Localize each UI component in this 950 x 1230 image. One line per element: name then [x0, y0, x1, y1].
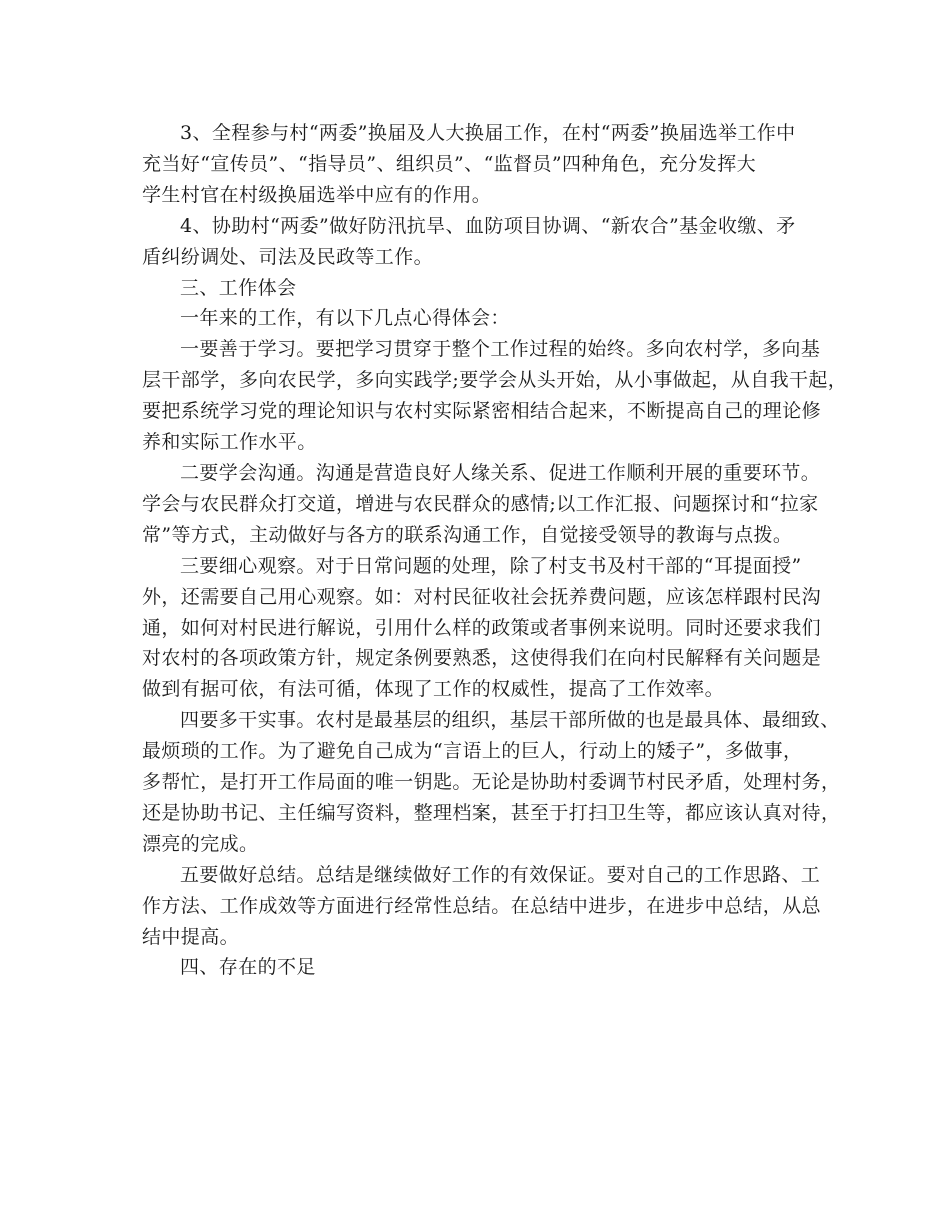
text-line: 做到有据可依，有法可循，体现了工作的权威性，提高了工作效率。: [142, 678, 725, 701]
text-line: 多帮忙，是打开工作局面的唯一钥匙。无论是协助村委调节村民矛盾，处理村务，: [142, 771, 841, 794]
section-heading-shortcomings: [142, 952, 814, 983]
text-line: 一年来的工作，有以下几点心得体会：: [180, 307, 510, 330]
section-heading: 四、存在的不足: [180, 956, 316, 979]
text-line: 4、协助村“两委”做好防汛抗旱、血防项目协调、“新农合”基金收缴、矛: [180, 214, 796, 237]
text-line: 学会与农民群众打交道，增进与农民群众的感情;以工作汇报、问题探讨和“拉家: [142, 492, 819, 515]
paragraph-point-3: [142, 551, 822, 706]
text-line: 还是协助书记、主任编写资料，整理档案，甚至于打扫卫生等，都应该认真对待，: [142, 801, 841, 824]
text-line: 一要善于学习。要把学习贯穿于整个工作过程的始终。多向农村学，多向基: [180, 338, 821, 361]
text-line: 常”等方式，主动做好与各方的联系沟通工作，自觉接受领导的教诲与点拨。: [142, 523, 793, 546]
text-line: 通，如何对村民进行解说，引用什么样的政策或者事例来说明。同时还要求我们: [142, 616, 822, 639]
text-line: 养和实际工作水平。: [142, 431, 317, 454]
text-line: 充当好“宣传员”、“指导员”、组织员”、“监督员”四种角色，充分发挥大: [142, 152, 756, 175]
text-line: 五要做好总结。总结是继续做好工作的有效保证。要对自己的工作思路、工: [180, 863, 821, 886]
text-line: 作方法、工作成效等方面进行经常性总结。在总结中进步，在进步中总结，从总: [142, 894, 822, 917]
text-line: 外，还需要自己用心观察。如：对村民征收社会抚养费问题，应该怎样跟村民沟: [142, 585, 822, 608]
text-line: 对农村的各项政策方针，规定条例要熟悉，这使得我们在向村民解释有关问题是: [142, 647, 822, 670]
paragraph-item-4: [142, 211, 814, 273]
paragraph-intro: [142, 303, 814, 334]
text-line: 三要细心观察。对于日常问题的处理，除了村支书及村干部的“耳提面授”: [180, 554, 802, 577]
paragraph-point-1: [142, 334, 848, 458]
text-line: 学生村官在村级换届选举中应有的作用。: [142, 183, 492, 206]
text-line: 最烦琐的工作。为了避免自己成为“言语上的巨人，行动上的矮子”，多做事，: [142, 740, 803, 763]
text-line: 3、全程参与村“两委”换届及人大换届工作，在村“两委”换届选举工作中: [180, 122, 796, 144]
section-heading-work-experience: [142, 273, 814, 304]
text-line: 层干部学，多向农民学，多向实践学;要学会从头开始，从小事做起，从自我干起，: [142, 369, 848, 392]
section-heading: 三、工作体会: [180, 276, 297, 299]
text-line: 四要多干实事。农村是最基层的组织，基层干部所做的也是最具体、最细致、: [180, 709, 840, 732]
paragraph-point-4: [142, 705, 841, 860]
text-line: 二要学会沟通。沟通是营造良好人缘关系、促进工作顺利开展的重要环节。: [180, 461, 821, 484]
text-line: 结中提高。: [142, 925, 240, 948]
document-body: [142, 118, 848, 983]
text-line: 漂亮的完成。: [142, 832, 259, 855]
paragraph-point-5: [142, 860, 822, 953]
paragraph-item-3: [142, 118, 814, 211]
text-line: 盾纠纷调处、司法及民政等工作。: [142, 245, 434, 268]
paragraph-point-2: [142, 458, 821, 551]
text-line: 要把系统学习党的理论知识与农村实际紧密相结合起来，不断提高自己的理论修: [142, 400, 822, 423]
